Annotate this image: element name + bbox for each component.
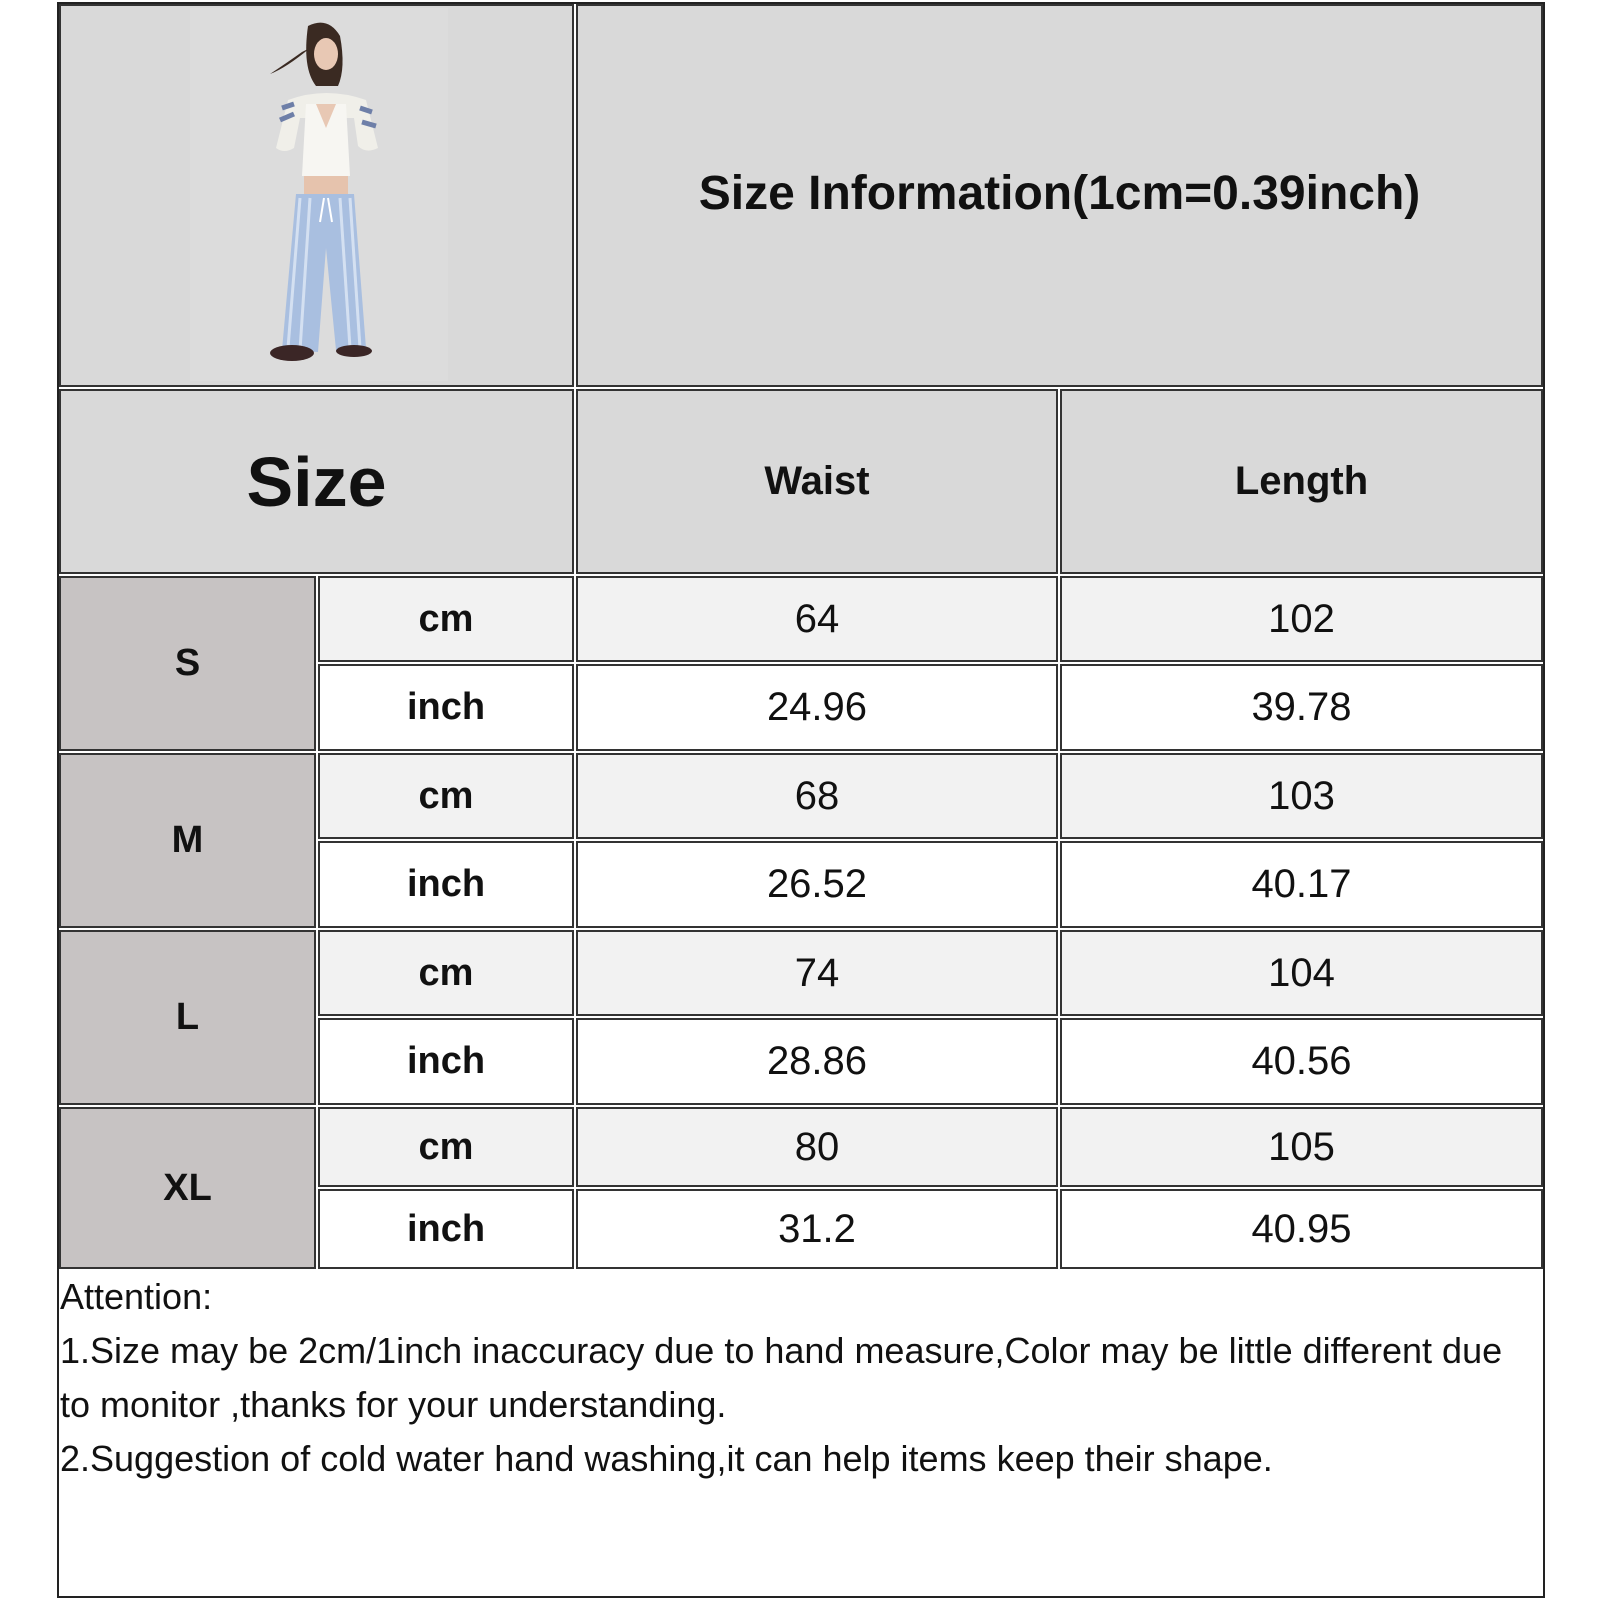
unit-label: cm [418,951,474,994]
length-value: 104 [1268,950,1335,995]
waist-value-cell [576,1018,1058,1105]
waist-value: 80 [794,1124,840,1169]
waist-value-cell [576,1189,1058,1269]
length-value: 40.95 [1251,1206,1352,1251]
size-label: S [174,642,201,684]
unit-cell [318,1107,574,1187]
unit-cell [318,664,574,751]
length-value: 103 [1268,773,1335,818]
attention-notes [60,1270,1540,1486]
waist-header-cell [576,389,1058,574]
size-cell-xl [59,1107,316,1269]
length-header-label: Length [1234,459,1369,503]
length-value-cell [1060,930,1543,1016]
size-label: M [171,819,204,861]
waist-value: 26.52 [766,862,868,906]
unit-label: cm [418,597,474,640]
unit-label: inch [406,1207,486,1250]
unit-label: inch [406,1040,486,1082]
size-header-cell [59,389,574,574]
size-cell-m [59,753,316,928]
length-value-cell [1060,841,1543,928]
waist-value-cell [576,930,1058,1016]
unit-cell [318,1018,574,1105]
waist-value: 64 [794,596,840,641]
length-header-cell [1060,389,1543,574]
attention-line-1: 1.Size may be 2cm/1inch inaccuracy due to hand measure,Color may be little different due to monitor ,thanks for your understanding. [60,1330,1503,1425]
unit-cell [318,753,574,839]
length-value-cell [1060,1107,1543,1187]
length-value-cell [1060,664,1543,751]
length-value: 40.56 [1251,1039,1352,1083]
waist-value: 31.2 [778,1206,856,1251]
waist-value-cell [576,753,1058,839]
waist-value: 68 [794,773,840,818]
model-photo-icon [190,8,448,381]
waist-value: 24.96 [766,685,868,729]
unit-cell [318,1189,574,1269]
length-value: 40.17 [1251,862,1352,906]
length-value-cell [1060,1018,1543,1105]
waist-value-cell [576,841,1058,928]
attention-heading: Attention: [60,1276,213,1317]
title-cell [576,4,1543,387]
unit-label: inch [406,863,486,905]
page-title: Size Information(1cm=0.39inch) [698,167,1421,220]
waist-header-label: Waist [764,459,870,503]
size-cell-s [59,576,316,751]
length-value: 39.78 [1251,685,1352,729]
unit-cell [318,841,574,928]
length-value-cell [1060,576,1543,662]
unit-cell [318,930,574,1016]
length-value-cell [1060,753,1543,839]
length-value-cell [1060,1189,1543,1269]
waist-value: 28.86 [766,1039,868,1083]
length-value: 105 [1268,1124,1335,1169]
waist-value-cell [576,1107,1058,1187]
waist-value-cell [576,576,1058,662]
size-header-label: Size [246,442,387,521]
unit-label: inch [406,686,486,728]
waist-value: 74 [794,950,840,995]
length-value: 102 [1268,596,1335,641]
size-label: XL [163,1166,212,1209]
size-label: L [175,996,200,1038]
size-cell-l [59,930,316,1105]
waist-value-cell [576,664,1058,751]
unit-cell [318,576,574,662]
unit-label: cm [418,1125,474,1168]
unit-label: cm [418,774,474,817]
attention-line-2: 2.Suggestion of cold water hand washing,it can help items keep their shape. [60,1438,1273,1479]
